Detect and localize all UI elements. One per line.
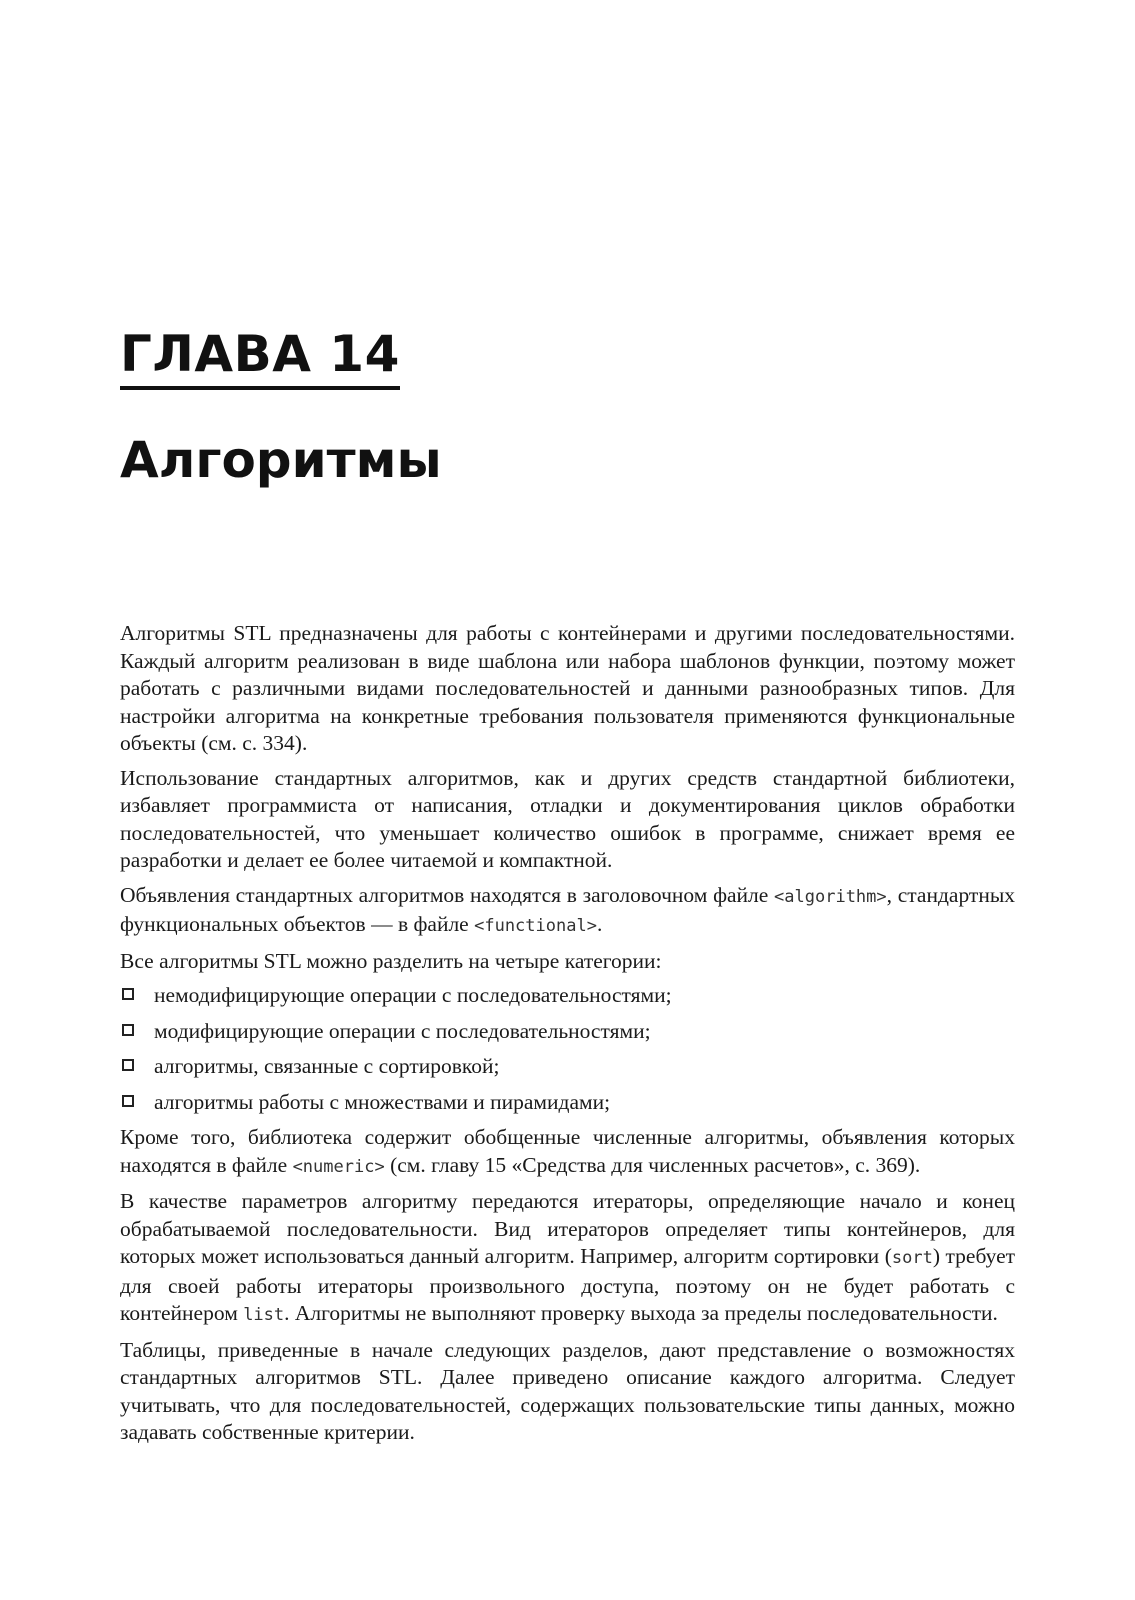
categories-list xyxy=(120,982,1015,1116)
list-item-text: алгоритмы, связанные с сортировкой; xyxy=(154,1054,500,1078)
list-item-text: немодифицирующие операции с последовательностями; xyxy=(154,983,672,1007)
chapter-body xyxy=(120,620,1015,1454)
chapter-label: ГЛАВА 14 xyxy=(120,326,400,390)
list-item-text: модифицирующие операции с последовательностями; xyxy=(154,1018,651,1043)
iterators-text-a: В качестве параметров алгоритму передаются итераторы, определяющие начало и конец обрабатываемой последовательности. Вид итераторов определяет типы контейнеров, для которых может использоваться данный алгоритм. Например, алгоритм сортировки ( xyxy=(120,1189,1015,1268)
list-item xyxy=(120,982,1015,1010)
categories-intro: Все алгоритмы STL можно разделить на четыре категории: xyxy=(120,948,662,973)
iterators-paragraph xyxy=(120,1188,1015,1330)
code-list: list xyxy=(243,1305,285,1325)
declarations-text-b: , стандартных функциональных объектов — в файле xyxy=(120,882,1016,936)
list-item xyxy=(120,1089,1015,1117)
code-sort: sort xyxy=(891,1248,933,1268)
list-item-text: алгоритмы работы с множествами и пирамидами; xyxy=(154,1089,611,1114)
iterators-text-c: . Алгоритмы не выполняют проверку выхода за пределы последовательности. xyxy=(284,1301,998,1325)
declarations-text-a: Объявления стандартных алгоритмов находятся в заголовочном файле xyxy=(120,882,769,907)
intro-paragraph: Алгоритмы STL предназначены для работы с контейнерами и другими последовательностями. Каждый алгоритм реализован в виде шаблона или набора шаблонов функции, поэтому может работать с различными видами последовательностей и данными разнообразных типов. Для настройки алгоритма на конкретные требования пользователя применяются функциональные объекты (см. с. 334). xyxy=(120,621,1015,755)
benefits-paragraph: Использование стандартных алгоритмов, как и других средств стандартной библиотеки, избавляет программиста от написания, отладки и документирования циклов обработки последовательностей, что уменьшает количество ошибок в программе, снижает время ее разработки и делает ее более читаемой и компактной. xyxy=(120,765,1015,872)
checkbox-bullet-icon xyxy=(122,1059,134,1071)
numeric-text-b: (см. главу 15 «Средства для численных расчетов», с. 369). xyxy=(384,1152,921,1177)
declarations-text-c: . xyxy=(596,912,603,936)
chapter-title: Алгоритмы xyxy=(120,431,442,489)
numeric-paragraph xyxy=(120,1124,1015,1181)
list-item xyxy=(120,1053,1015,1081)
code-numeric: <numeric> xyxy=(292,1156,385,1177)
tables-paragraph: Таблицы, приведенные в начале следующих разделов, дают представление о возможностях стандартных алгоритмов STL. Далее приведено описание каждого алгоритма. Следует учитывать, что для последовательностей, содержащих пользовательские типы данных, можно задавать собственные критерии. xyxy=(120,1337,1015,1444)
code-algorithm: <algorithm> xyxy=(774,886,887,907)
list-item xyxy=(120,1018,1015,1046)
checkbox-bullet-icon xyxy=(122,1024,134,1036)
iterators-text-b: ) требует для своей работы итераторы произвольного доступа, поэтому он не будет работать с контейнером xyxy=(120,1244,1016,1325)
declarations-paragraph xyxy=(120,882,1015,941)
numeric-text-a: Кроме того, библиотека содержит обобщенные численные алгоритмы, объявления которых находятся в файле xyxy=(120,1125,1015,1177)
code-functional: <functional> xyxy=(474,916,597,936)
checkbox-bullet-icon xyxy=(122,1095,134,1107)
checkbox-bullet-icon xyxy=(122,988,134,1000)
